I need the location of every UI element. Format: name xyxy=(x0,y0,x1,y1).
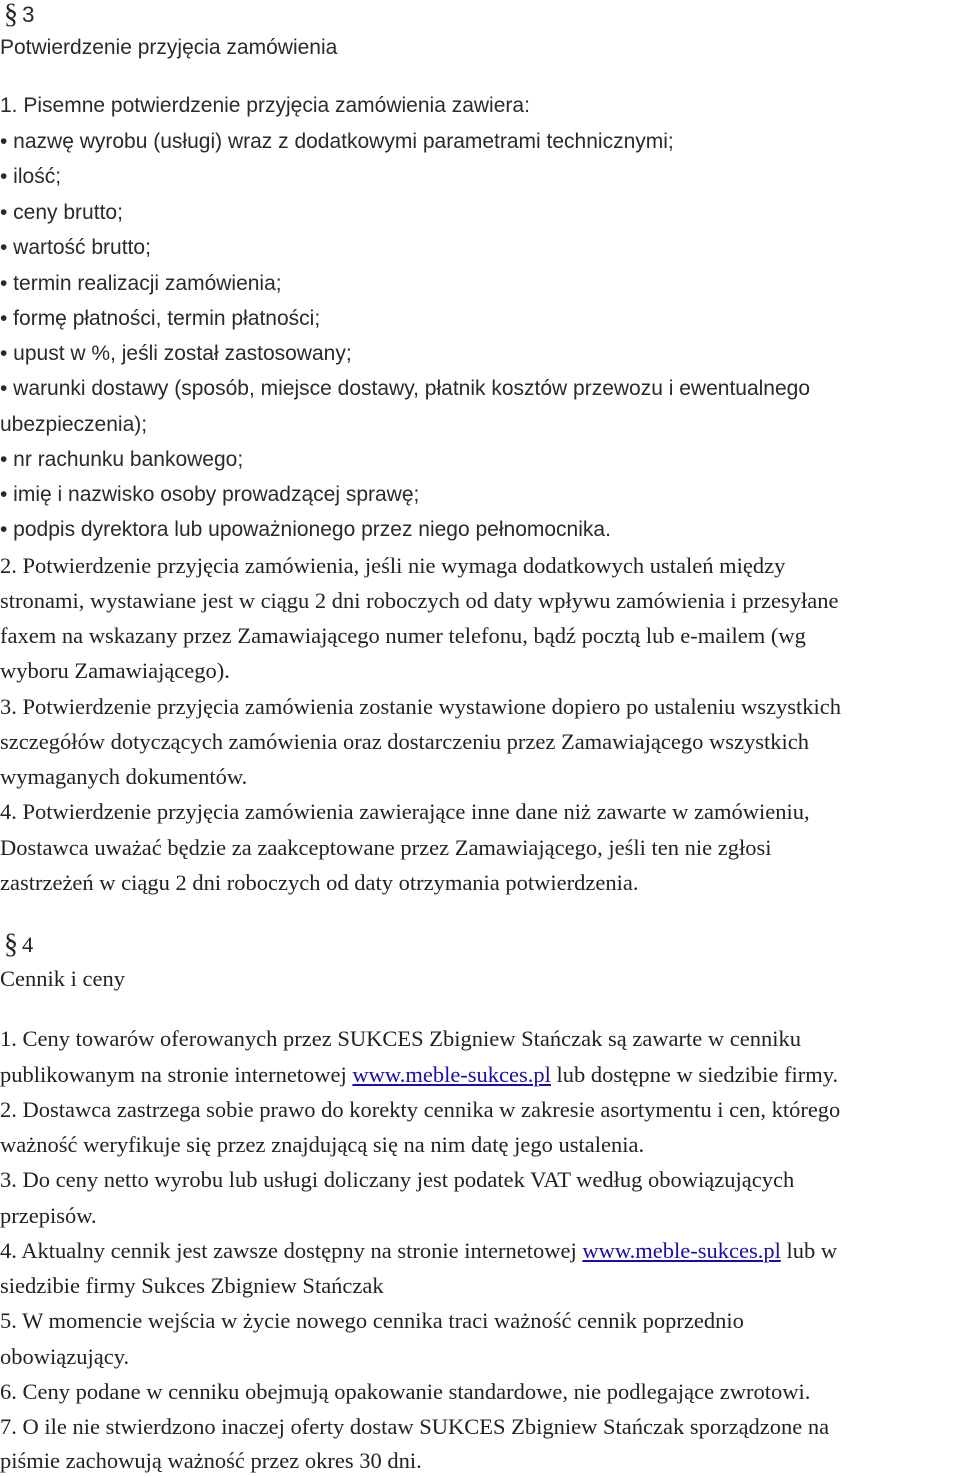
section-4-line-with-link xyxy=(0,1236,837,1266)
section-3-line: • podpis dyrektora lub upoważnionego przez niego pełnomocnika. xyxy=(0,518,611,541)
section-3-number: 3 xyxy=(22,2,35,27)
section-4-line-with-link xyxy=(0,1060,838,1090)
section-4-sign: § xyxy=(4,929,18,960)
section-3-line: 2. Potwierdzenie przyjęcia zamówienia, jeśli nie wymaga dodatkowych ustaleń między xyxy=(0,553,786,578)
section-4-text: lub dostępne w siedzibie firmy. xyxy=(550,1062,839,1087)
section-3-line: • nr rachunku bankowego; xyxy=(0,448,244,471)
section-4-line: piśmie zachowują ważność przez okres 30 dni. xyxy=(0,1448,422,1473)
section-4-line: 7. O ile nie stwierdzono inaczej oferty dostaw SUKCES Zbigniew Stańczak sporządzone na xyxy=(0,1414,830,1439)
section-3-line: ubezpieczenia); xyxy=(0,413,148,436)
section-3-line: Dostawca uważać będzie za zaakceptowane przez Zamawiającego, jeśli ten nie zgłosi xyxy=(0,835,772,860)
section-3-line: wyboru Zamawiającego). xyxy=(0,658,230,683)
section-4-text: publikowanym na stronie internetowej xyxy=(0,1062,353,1087)
section-4-number: 4 xyxy=(22,932,34,957)
section-4-line: obowiązujący. xyxy=(0,1344,130,1369)
section-4-line: 3. Do ceny netto wyrobu lub usługi doliczany jest podatek VAT według obowiązujących xyxy=(0,1167,795,1192)
website-link[interactable]: www.meble-sukces.pl xyxy=(352,1062,551,1087)
section-4-line: siedzibie firmy Sukces Zbigniew Stańczak xyxy=(0,1273,384,1298)
section-3-line: • termin realizacji zamówienia; xyxy=(0,272,282,295)
section-3-line: 4. Potwierdzenie przyjęcia zamówienia zawierające inne dane niż zawarte w zamówieniu, xyxy=(0,799,810,824)
section-3-title: Potwierdzenie przyjęcia zamówienia xyxy=(0,36,338,59)
section-3-line: • warunki dostawy (sposób, miejsce dostawy, płatnik kosztów przewozu i ewentualnego xyxy=(0,377,811,400)
section-4-line: 6. Ceny podane w cenniku obejmują opakowanie standardowe, nie podlegające zwrotowi. xyxy=(0,1379,811,1404)
section-3-line: • upust w %, jeśli został zastosowany; xyxy=(0,342,352,365)
section-4-text: 4. Aktualny cennik jest zawsze dostępny na stronie internetowej xyxy=(0,1238,583,1263)
section-3-line: stronami, wystawiane jest w ciągu 2 dni roboczych od daty wpływu zamówienia i przesyłane xyxy=(0,588,839,613)
section-3-line: • ilość; xyxy=(0,165,62,188)
section-3-line: faxem na wskazany przez Zamawiającego numer telefonu, bądź pocztą lub e-mailem (wg xyxy=(0,623,806,648)
section-3-line: • wartość brutto; xyxy=(0,236,151,259)
website-link[interactable]: www.meble-sukces.pl xyxy=(582,1238,781,1263)
section-3-line: • nazwę wyrobu (usługi) wraz z dodatkowymi parametrami technicznymi; xyxy=(0,130,674,153)
section-4-line: 1. Ceny towarów oferowanych przez SUKCES Zbigniew Stańczak są zawarte w cenniku xyxy=(0,1026,801,1051)
section-3-line: • ceny brutto; xyxy=(0,201,123,224)
section-4-text: lub w xyxy=(780,1238,838,1263)
section-3-line: 1. Pisemne potwierdzenie przyjęcia zamówienia zawiera: xyxy=(0,94,530,117)
section-3-line: wymaganych dokumentów. xyxy=(0,764,248,789)
section-3-line: • formę płatności, termin płatności; xyxy=(0,307,321,330)
section-3-sign: § xyxy=(4,0,18,30)
section-3-line: 3. Potwierdzenie przyjęcia zamówienia zostanie wystawione dopiero po ustaleniu wszystkich xyxy=(0,694,841,719)
section-4-title: Cennik i ceny xyxy=(0,966,125,991)
section-3-line: zastrzeżeń w ciągu 2 dni roboczych od daty otrzymania potwierdzenia. xyxy=(0,870,639,895)
section-3-line: • imię i nazwisko osoby prowadzącej sprawę; xyxy=(0,483,420,506)
section-4-line: ważność weryfikuje się przez znajdującą się na nim datę jego ustalenia. xyxy=(0,1132,645,1157)
section-4-line: przepisów. xyxy=(0,1203,97,1228)
section-4-line: 5. W momencie wejścia w życie nowego cennika traci ważność cennik poprzednio xyxy=(0,1308,744,1333)
section-4-line: 2. Dostawca zastrzega sobie prawo do korekty cennika w zakresie asortymentu i cen, którego xyxy=(0,1097,841,1122)
section-3-line: szczegółów dotyczących zamówienia oraz dostarczeniu przez Zamawiającego wszystkich xyxy=(0,729,809,754)
